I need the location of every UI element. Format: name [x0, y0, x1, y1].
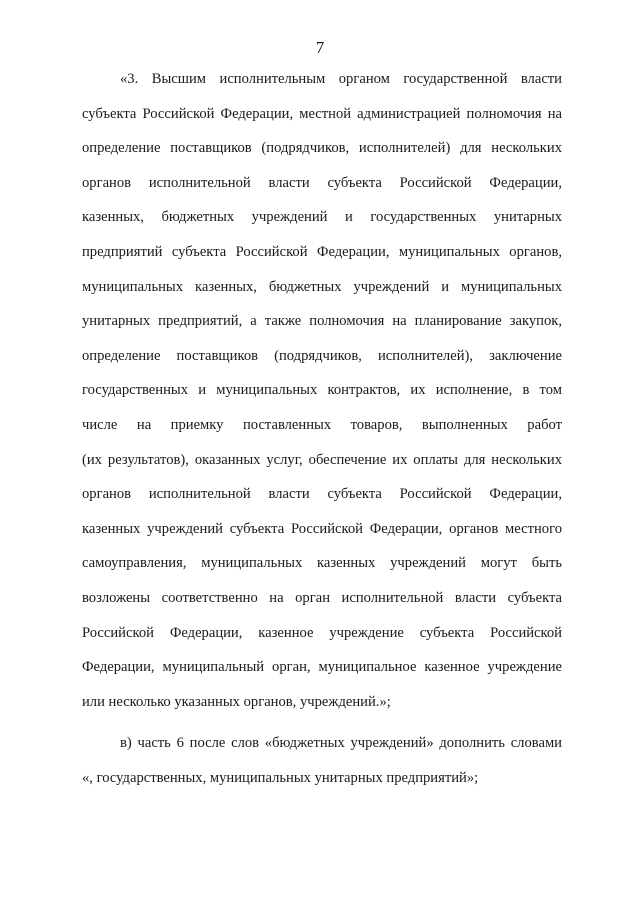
text-line: возложены соответственно на орган исполнительной власти субъекта	[82, 589, 562, 606]
text-line: Федерации, муниципальный орган, муниципальное казенное учреждение	[82, 659, 562, 676]
page-number: 7	[315, 38, 325, 57]
text-line: субъекта Российской Федерации, местной администрацией полномочия на	[82, 105, 562, 122]
text-line: предприятий субъекта Российской Федерации, муниципальных органов,	[82, 243, 562, 260]
text-line: муниципальных казенных, бюджетных учреждений и муниципальных	[82, 278, 562, 295]
paragraph-3-amendment	[82, 69, 562, 726]
text-line: в) часть 6 после слов «бюджетных учреждений» дополнить словами	[120, 735, 562, 751]
text-line: казенных учреждений субъекта Российской Федерации, органов местного	[82, 520, 562, 537]
text-line: органов исполнительной власти субъекта Российской Федерации,	[82, 486, 562, 503]
text-line: Российской Федерации, казенное учреждение субъекта Российской	[82, 624, 562, 641]
text-line: или несколько указанных органов, учреждений.»;	[82, 693, 391, 710]
text-line: числе на приемку поставленных товаров, выполненных работ	[82, 416, 562, 433]
text-line: органов исполнительной власти субъекта Российской Федерации,	[82, 174, 562, 191]
text-line: «3. Высшим исполнительным органом государственной власти	[120, 71, 562, 87]
text-line: государственных и муниципальных контрактов, их исполнение, в том	[82, 382, 562, 399]
text-line: «, государственных, муниципальных унитарных предприятий»;	[82, 769, 479, 786]
text-line: определение поставщиков (подрядчиков, исполнителей), заключение	[82, 347, 562, 364]
text-line: (их результатов), оказанных услуг, обеспечение их оплаты для нескольких	[82, 451, 562, 468]
subparagraph-v	[82, 733, 562, 802]
text-line: самоуправления, муниципальных казенных учреждений могут быть	[82, 555, 562, 572]
text-line: унитарных предприятий, а также полномочия на планирование закупок,	[82, 313, 562, 330]
text-line: казенных, бюджетных учреждений и государственных унитарных	[82, 209, 562, 226]
text-line: определение поставщиков (подрядчиков, исполнителей) для нескольких	[82, 140, 562, 157]
